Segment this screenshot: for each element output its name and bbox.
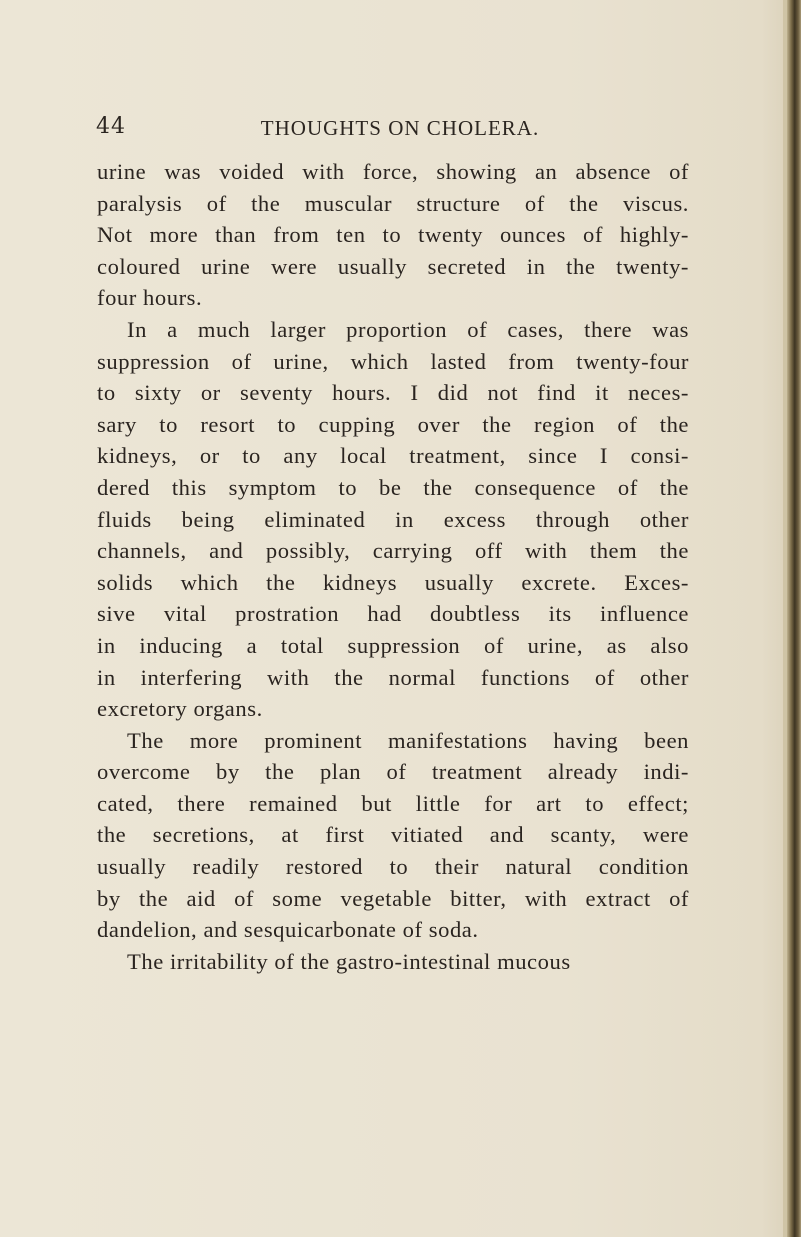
text-line: urine was voided with force, showing an absence of xyxy=(97,159,689,184)
body-text xyxy=(97,156,689,977)
text-line: by the aid of some vegetable bitter, with extract of xyxy=(97,885,689,911)
running-head xyxy=(0,114,801,144)
text-line: sive vital prostration had doubtless its influence xyxy=(97,601,689,627)
text-line: dered this symptom to be the consequence of the xyxy=(97,474,689,500)
text-line: overcome by the plan of treatment already indi- xyxy=(97,759,689,785)
text-line: channels, and possibly, carrying off with them the xyxy=(97,538,689,564)
text-line: four hours. xyxy=(97,285,203,311)
text-line: cated, there remained but little for art to effect; xyxy=(97,790,689,816)
text-line: kidneys, or to any local treatment, since I consi- xyxy=(97,443,689,469)
text-line: excretory organs. xyxy=(97,696,263,722)
text-line: In a much larger proportion of cases, there was xyxy=(127,316,689,342)
text-line: sary to resort to cupping over the region of the xyxy=(97,411,689,437)
running-title: THOUGHTS ON CHOLERA. xyxy=(260,116,540,140)
text-line: in interfering with the normal functions of other xyxy=(97,664,689,690)
text-line: dandelion, and sesquicarbonate of soda. xyxy=(97,917,479,943)
text-line: the secretions, at first vitiated and scanty, were xyxy=(97,822,689,848)
text-line: usually readily restored to their natural condition xyxy=(97,854,689,880)
text-line: paralysis of the muscular structure of the viscus. xyxy=(97,190,689,216)
text-line: The irritability of the gastro-intestinal mucous xyxy=(127,948,571,974)
text-line: coloured urine were usually secreted in the twenty- xyxy=(97,253,689,279)
text-line: The more prominent manifestations having been xyxy=(127,727,689,753)
text-line: solids which the kidneys usually excrete. Exces- xyxy=(97,569,689,595)
text-line: Not more than from ten to twenty ounces of highly- xyxy=(97,222,689,248)
book-binding-edge xyxy=(787,0,801,1237)
text-line: suppression of urine, which lasted from twenty-four xyxy=(97,348,689,374)
page-number: 44 xyxy=(96,114,126,139)
text-line: in inducing a total suppression of urine, as also xyxy=(97,632,689,658)
text-line: fluids being eliminated in excess through other xyxy=(97,506,689,532)
text-line: to sixty or seventy hours. I did not find it neces- xyxy=(97,380,689,406)
